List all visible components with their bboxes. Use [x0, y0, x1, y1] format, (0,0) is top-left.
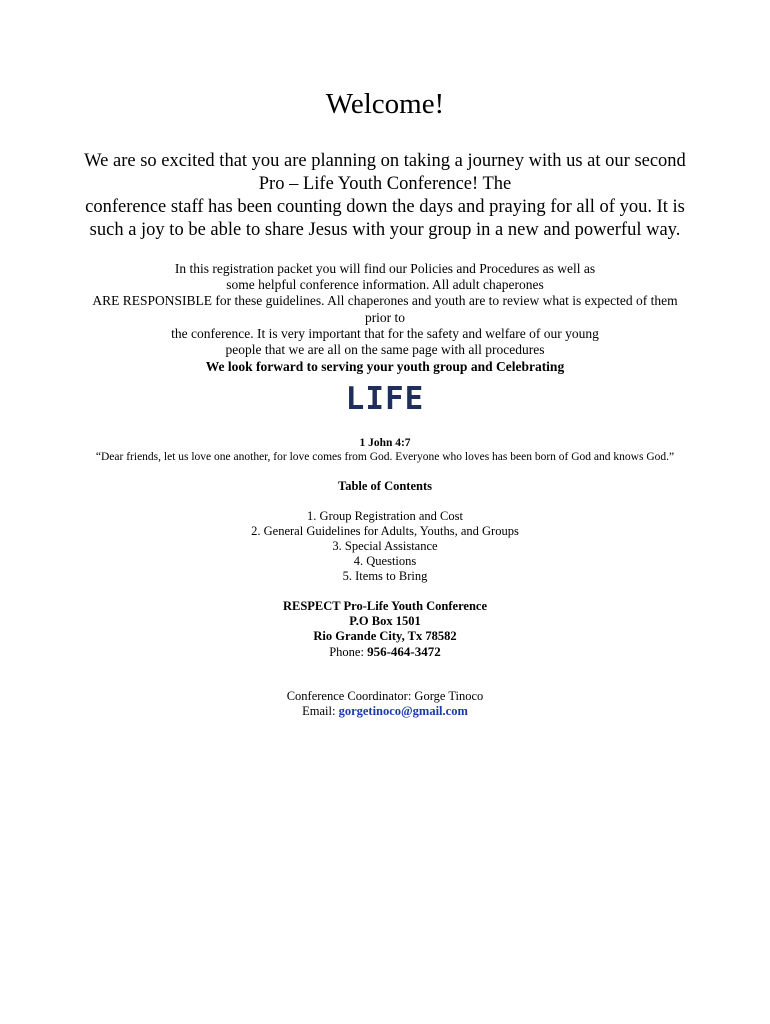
packet-line-2: some helpful conference information. All adult chaperones [226, 277, 544, 292]
toc-item: 4. Questions [353, 554, 417, 568]
intro-line-1: We are so excited that you are planning on taking a journey with us at our second [84, 151, 686, 171]
email-line [0, 704, 770, 719]
verse-text: “Dear friends, let us love one another, for love comes from God. Everyone who loves has been born of God and knows God.” [95, 451, 675, 463]
toc-item: 1. Group Registration and Cost [307, 509, 463, 523]
toc-item: 2. General Guidelines for Adults, Youths, and Groups [251, 524, 519, 538]
coordinator-line: Conference Coordinator: Gorge Tinoco [286, 689, 484, 703]
intro-line-2: Pro – Life Youth Conference! The [258, 174, 512, 194]
toc-title: Table of Contents [338, 479, 432, 493]
page-title: Welcome! [325, 88, 445, 120]
packet-line-1: In this registration packet you will find our Policies and Procedures as well as [174, 261, 596, 276]
email-link[interactable]: gorgetinoco@gmail.com [338, 704, 468, 718]
life-heading: LIFE [345, 381, 425, 417]
packet-line-5: the conference. It is very important that for the safety and welfare of our young [171, 326, 599, 341]
po-box: P.O Box 1501 [349, 614, 421, 628]
packet-line-3: ARE RESPONSIBLE for these guidelines. All chaperones and youth are to review what is expected of them [92, 293, 678, 308]
city-line: Rio Grande City, Tx 78582 [313, 629, 457, 643]
phone-label: Phone: [329, 645, 368, 659]
verse-reference: 1 John 4:7 [359, 437, 411, 449]
toc-item: 5. Items to Bring [342, 569, 428, 583]
org-name: RESPECT Pro-Life Youth Conference [282, 599, 488, 613]
packet-line-6: people that we are all on the same page with all procedures [225, 342, 545, 357]
phone-line [0, 644, 770, 660]
intro-line-3: conference staff has been counting down the days and praying for all of you. It is [85, 197, 685, 217]
toc-item: 3. Special Assistance [332, 539, 438, 553]
phone-number[interactable]: 956-464-3472 [367, 644, 441, 659]
email-label: Email: [302, 704, 339, 718]
forward-line: We look forward to serving your youth group and Celebrating [205, 359, 565, 374]
packet-line-4: prior to [364, 310, 406, 325]
intro-line-4: such a joy to be able to share Jesus with your group in a new and powerful way. [89, 220, 681, 240]
